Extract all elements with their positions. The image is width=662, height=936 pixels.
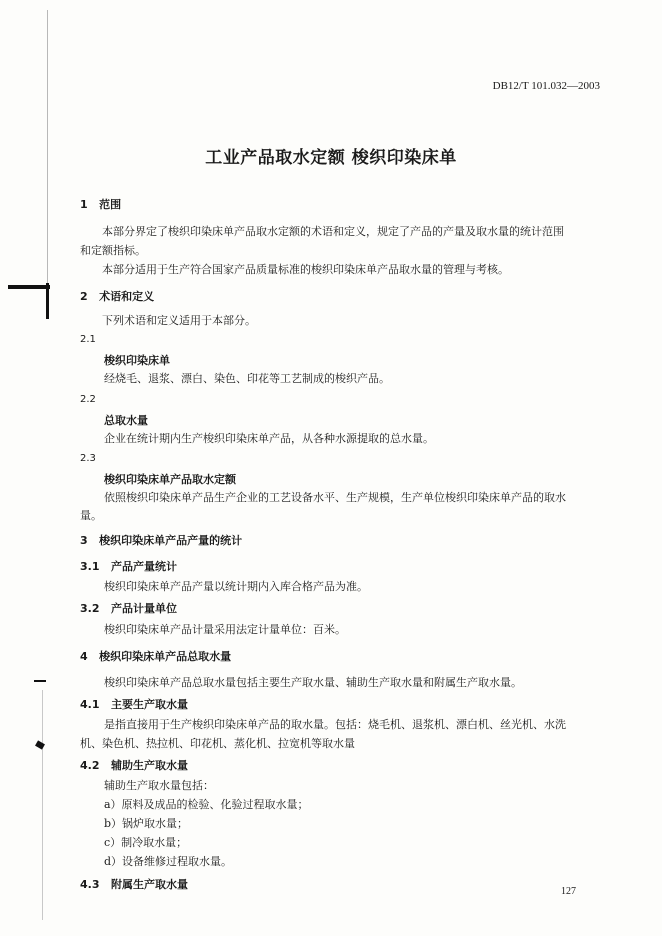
list-item: a）原料及成品的检验、化验过程取水量； [104, 798, 309, 811]
paragraph: 本部分界定了梭织印染床单产品取水定额的术语和定义，规定了产品的产量及取水量的统计范围 [102, 225, 564, 238]
term-definition: 依照梭织印染床单产品生产企业的工艺设备水平、生产规模，生产单位梭织印染床单产品的取水 [104, 491, 566, 504]
term-number: 2.1 [80, 334, 96, 345]
subsection-4-1-heading: 4.1 主要生产取水量 [80, 698, 188, 711]
paragraph: 下列术语和定义适用于本部分。 [102, 314, 256, 327]
page-number: 127 [561, 886, 576, 897]
paragraph-cont: 和定额指标。 [80, 244, 146, 257]
section-3-heading: 3 梭织印染床单产品产量的统计 [80, 534, 243, 547]
term-name: 总取水量 [104, 414, 148, 427]
term-name: 梭织印染床单 [104, 354, 170, 367]
paragraph-cont: 机、染色机、热拉机、印花机、蒸化机、拉宽机等取水量 [80, 737, 355, 750]
paragraph: 本部分适用于生产符合国家产品质量标准的梭织印染床单产品取水量的管理与考核。 [102, 263, 509, 276]
scan-mark-vertical [46, 283, 49, 319]
list-item: d）设备维修过程取水量。 [104, 855, 233, 868]
paragraph: 梭织印染床单产品产量以统计期内入库合格产品为准。 [104, 580, 368, 593]
term-number: 2.2 [80, 394, 96, 405]
term-number: 2.3 [80, 453, 96, 464]
subsection-4-2-heading: 4.2 辅助生产取水量 [80, 759, 188, 772]
paragraph: 梭织印染床单产品总取水量包括主要生产取水量、辅助生产取水量和附属生产取水量。 [104, 676, 522, 689]
term-name: 梭织印染床单产品取水定额 [104, 473, 236, 486]
term-definition: 企业在统计期内生产梭织印染床单产品，从各种水源提取的总水量。 [104, 432, 434, 445]
standard-code: DB12/T 101.032—2003 [492, 80, 600, 92]
list-item: c）制冷取水量； [104, 836, 188, 849]
scan-mark-arrow-2 [35, 740, 45, 749]
scan-mark-arrow [34, 680, 46, 682]
section-2-heading: 2 术语和定义 [80, 290, 155, 303]
term-definition: 经烧毛、退浆、漂白、染色、印花等工艺制成的梭织产品。 [104, 372, 390, 385]
section-4-heading: 4 梭织印染床单产品总取水量 [80, 650, 232, 663]
subsection-4-3-heading: 4.3 附属生产取水量 [80, 878, 188, 891]
section-1-heading: 1 范围 [80, 198, 122, 211]
binding-line-lower [42, 690, 43, 920]
term-definition-cont: 量。 [80, 509, 102, 522]
subsection-3-1-heading: 3.1 产品产量统计 [80, 560, 177, 573]
paragraph: 梭织印染床单产品计量采用法定计量单位：百米。 [104, 623, 346, 636]
paragraph: 是指直接用于生产梭织印染床单产品的取水量。包括：烧毛机、退浆机、漂白机、丝光机、水洗 [104, 718, 566, 731]
subsection-3-2-heading: 3.2 产品计量单位 [80, 602, 177, 615]
page-title: 工业产品取水定额 梭织印染床单 [205, 148, 457, 168]
list-item: b）锅炉取水量； [104, 817, 189, 830]
paragraph: 辅助生产取水量包括： [104, 779, 214, 792]
scan-mark [8, 285, 50, 289]
